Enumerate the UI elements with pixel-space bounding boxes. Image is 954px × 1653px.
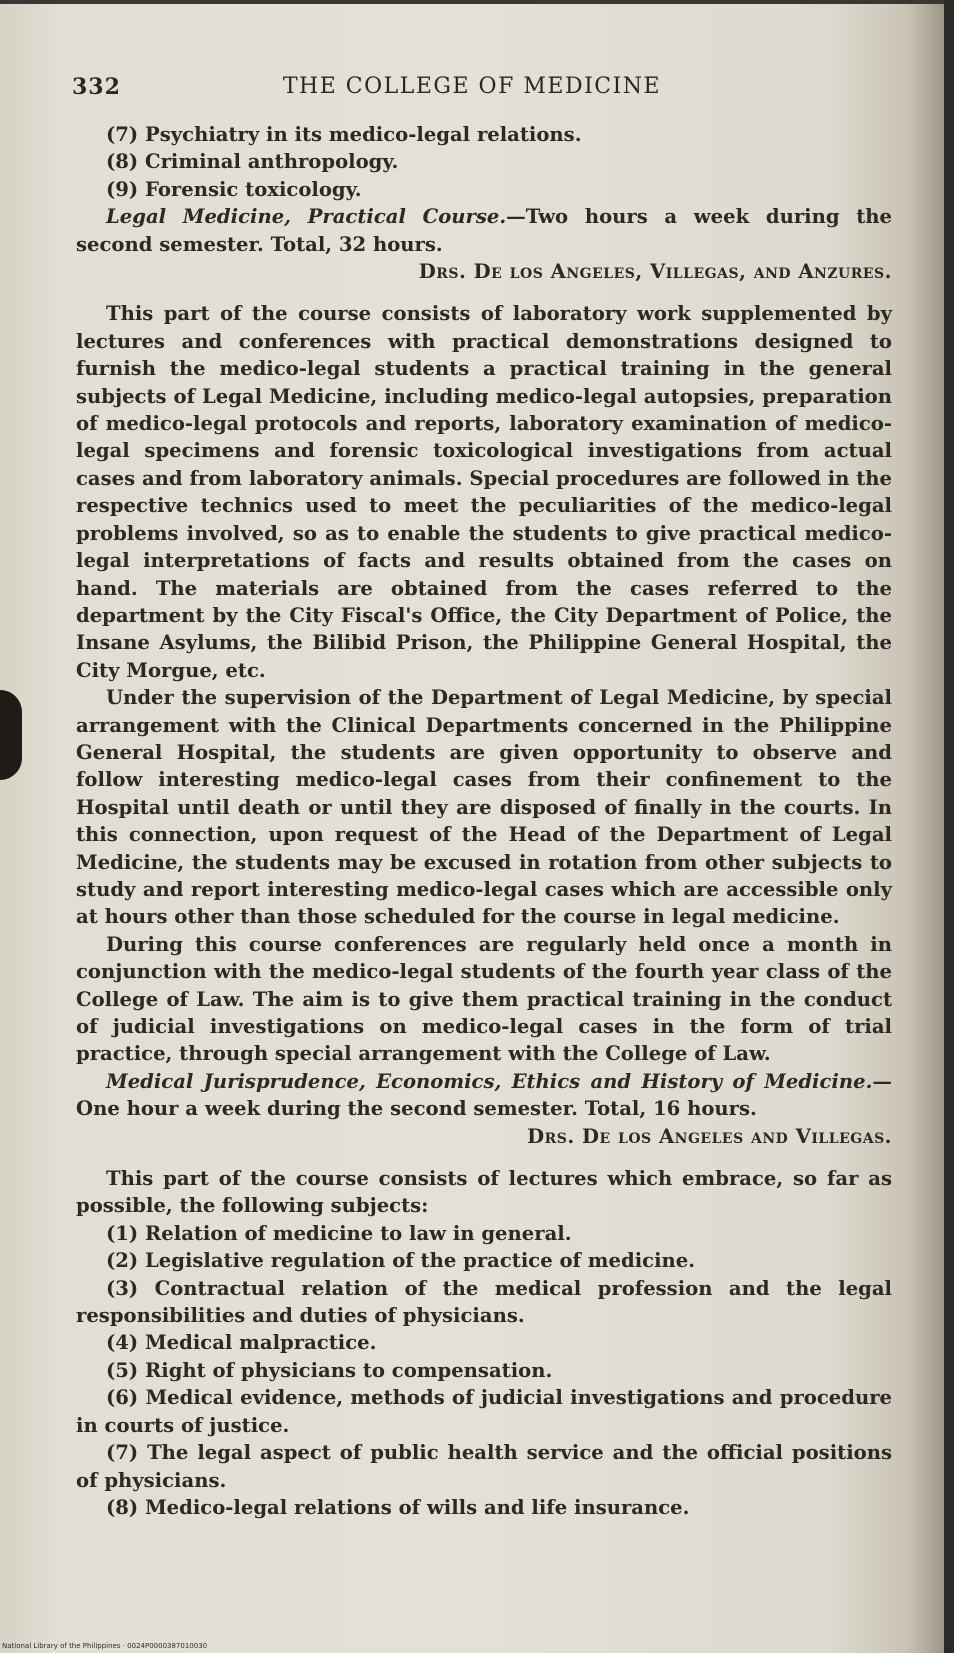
list-item: (2) Legislative regulation of the practice of medicine. [106, 1249, 696, 1273]
instructors-line: Drs. De los Angeles, Villegas, and Anzures. [418, 260, 892, 284]
scan-source-tag: National Library of the Philippines · 0024P0000387010030 [2, 1642, 208, 1650]
list-item: (3) Contractual relation of the medical profession and the legal responsibilities and duties of physicians. [76, 1276, 892, 1328]
course-title: Legal Medicine, Practical Course. [106, 205, 507, 229]
spacer [76, 285, 892, 300]
paragraph: During this course conferences are regularly held once a month in conjunction with the medico-legal students of the fourth year class of the College of Law. The aim is to give them practical training in the conduct of judicial investigations on medico-legal cases in the form of trial practice, through special arrangement with the College of Law. [76, 932, 892, 1066]
paragraph: This part of the course consists of laboratory work supplemented by lectures and conferences with practical demonstrations designed to furnish the medico-legal students a practical training in the general subjects of Legal Medicine, including medico-legal autopsies, preparation of medico-legal protocols and reports, laboratory examination of medico-legal specimens and forensic toxicological investigations from actual cases and from laboratory animals. Special procedures are followed in the respective technics used to meet the peculiarities of the medico-legal problems involved, so as to enable the students to give practical medico-legal interpretations of facts and results obtained from the cases on hand. The materials are obtained from the cases referred to the department by the City Fiscal's Office, the City Department of Police, the Insane Asylums, the Bilibid Prison, the Philippine General Hospital, the City Morgue, etc. [76, 302, 892, 682]
list-item: (7) The legal aspect of public health service and the official positions of physicians. [76, 1441, 892, 1492]
paragraph: Under the supervision of the Department of Legal Medicine, by special arrangement with the Clinical Departments concerned in the Philippine General Hospital, the students are given opportunity to observe and follow interesting medico-legal cases from their confinement to the Hospital until death or until they are disposed of finally in the courts. In this connection, upon request of the Head of the Department of Legal Medicine, the students may be excused in rotation from other subjects to study and report interesting medico-legal cases which are accessible only at hours other than those scheduled for the course in legal medicine. [76, 686, 892, 929]
list-item: (8) Criminal anthropology. [106, 150, 399, 174]
instructors-line: Drs. De los Angeles and Villegas. [527, 1124, 892, 1148]
course-description: —Two hours a week during the second semester. Total, 32 hours. [76, 205, 892, 256]
body-text [76, 121, 892, 1521]
list-item: (1) Relation of medicine to law in general. [106, 1221, 572, 1245]
paragraph: This part of the course consists of lectures which embrace, so far as possible, the following subjects: [76, 1167, 892, 1218]
page-number: 332 [72, 74, 121, 100]
list-item: (5) Right of physicians to compensation. [106, 1358, 553, 1382]
list-item: (9) Forensic toxicology. [106, 177, 362, 201]
course-heading-legal-medicine [76, 203, 892, 258]
binding-smudge [0, 690, 22, 780]
list-item: (7) Psychiatry in its medico-legal relations. [106, 123, 582, 146]
list-item: (6) Medical evidence, methods of judicial investigations and procedure in courts of justice. [76, 1386, 892, 1437]
list-item: (8) Medico-legal relations of wills and life insurance. [106, 1495, 690, 1519]
running-head: THE COLLEGE OF MEDICINE [282, 74, 662, 99]
course-title: Medical Jurisprudence, Economics, Ethics and History of Medicine. [106, 1069, 873, 1093]
course-heading-jurisprudence [76, 1068, 892, 1123]
course-description: — One hour a week during the second semester. Total, 16 hours. [76, 1069, 892, 1121]
page-header [0, 74, 944, 104]
top-edge-line [0, 0, 944, 4]
spacer [76, 1150, 892, 1165]
list-item: (4) Medical malpractice. [106, 1331, 377, 1355]
